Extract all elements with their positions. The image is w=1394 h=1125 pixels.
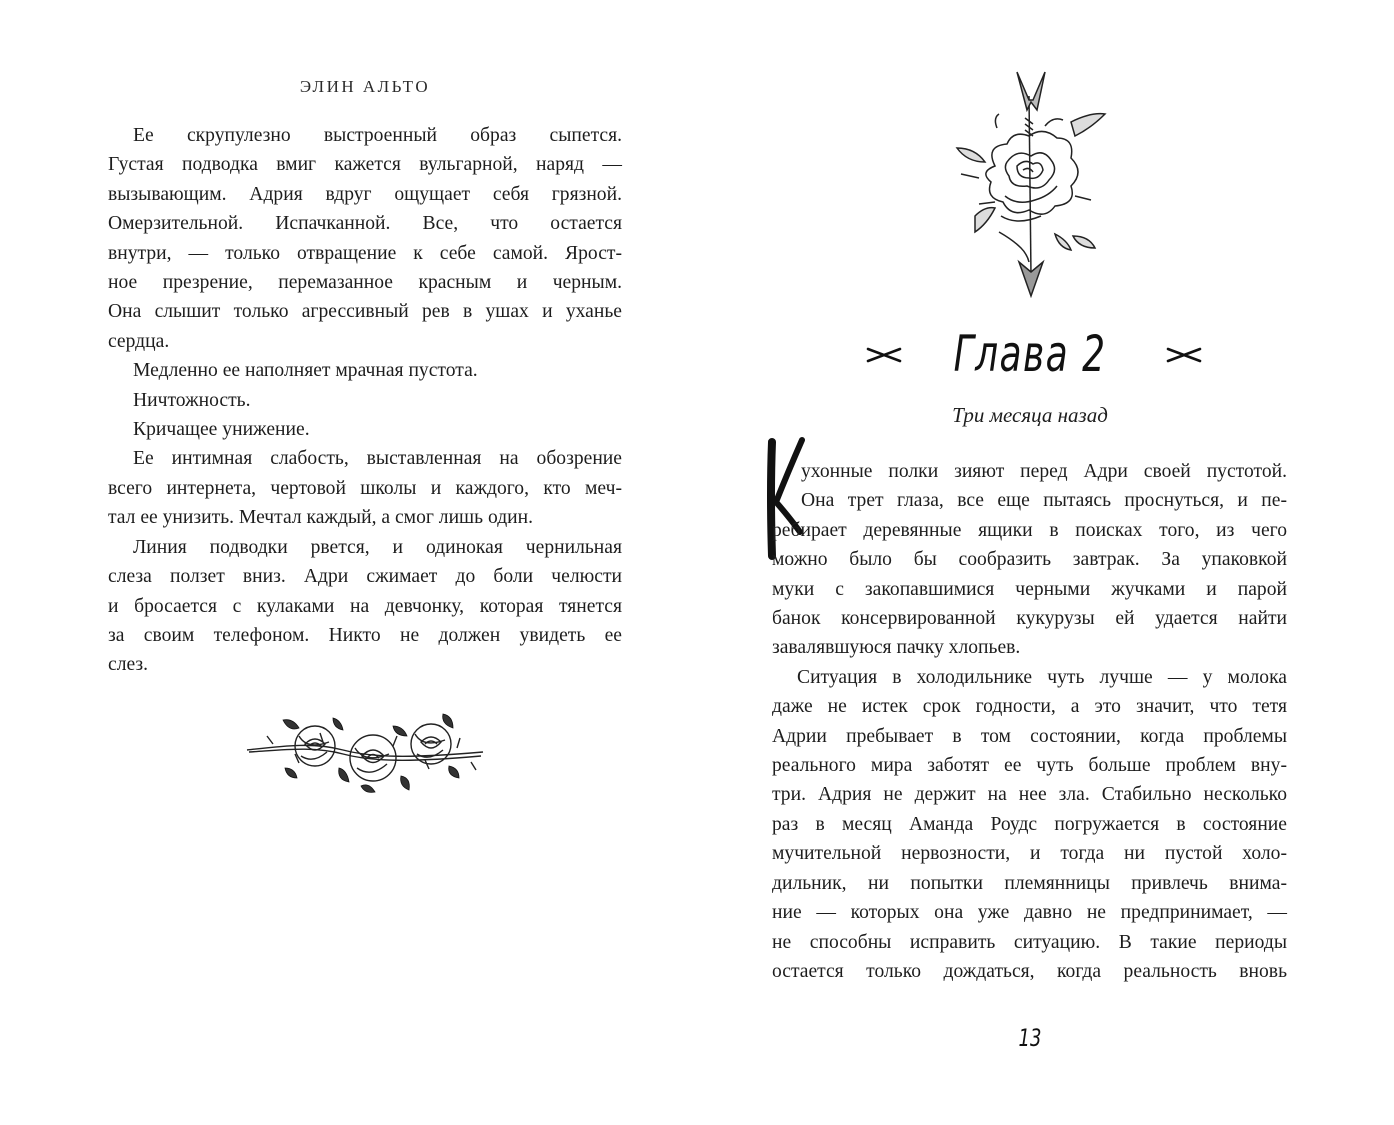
text-line: реального мира заботят ее чуть больше проблем вну- — [772, 755, 1287, 777]
cross-ornament-left-icon — [866, 346, 902, 364]
chapter-subtitle: Три месяца назад — [952, 403, 1108, 427]
text-line: слеза ползет вниз. Адри сжимает до боли челюсти — [108, 566, 622, 588]
rose-with-arrow-illustration-icon — [945, 66, 1115, 298]
text-line: всего интернета, чертовой школы и каждого, кто меч- — [108, 477, 622, 499]
running-head-author: ЭЛИН АЛЬТО — [299, 77, 431, 96]
text-line: Ситуация в холодильнике чуть лучше — у молока — [797, 666, 1287, 688]
text-line: ное презрение, перемазанное красным и черным. — [108, 272, 622, 294]
text-line: три. Адрия не держит на нее зла. Стабильно несколько — [772, 784, 1287, 806]
svg-text:К: К — [764, 432, 765, 433]
text-line: ние — которых она уже давно не предпринимает, — — [772, 902, 1287, 924]
text-line: Ничтожность. — [133, 389, 251, 411]
text-line: дильник, ни попытки племянницы привлечь внима- — [772, 872, 1287, 894]
text-line: тал ее унизить. Мечтал каждый, а смог лишь один. — [108, 507, 534, 529]
text-line: не способны исправить ситуацию. В такие периоды — [772, 931, 1287, 953]
right-page — [697, 0, 1394, 1125]
text-line: Ее интимная слабость, выставленная на обозрение — [133, 448, 622, 470]
text-line: завалявшуюся пачку хлопьев. — [772, 637, 1021, 659]
text-line: Она слышит только агрессивный рев в ушах и уханье — [108, 301, 622, 323]
cross-ornament-right-icon — [1166, 346, 1202, 364]
text-line: сердца. — [108, 330, 170, 352]
text-line: Она трет глаза, все еще пытаясь проснуться, и пе- — [801, 490, 1287, 512]
text-line: ребирает деревянные ящики в поисках того, из чего — [772, 519, 1287, 541]
text-line: Медленно ее наполняет мрачная пустота. — [133, 360, 478, 382]
text-line: ухонные полки зияют перед Адри своей пустотой. — [801, 461, 1287, 482]
text-line: слез. — [108, 654, 149, 676]
text-line: банок консервированной кукурузы ей удается найти — [772, 608, 1287, 630]
text-line: Кричащее унижение. — [133, 419, 310, 441]
left-page-body-text — [108, 121, 622, 680]
text-line: за своим телефоном. Никто не должен увидеть ее — [108, 624, 622, 646]
chapter-title: Глава 2 — [953, 325, 1107, 383]
text-line: раз в месяц Аманда Роудс погружается в состояние — [772, 813, 1287, 835]
text-line: Линия подводки рвется, и одинокая чернильная — [133, 536, 622, 558]
text-line: Ее скрупулезно выстроенный образ сыпется. — [133, 125, 622, 146]
text-line: остается только дождаться, когда реальность вновь — [772, 960, 1287, 982]
text-line: можно было бы сообразить завтрак. За упаковкой — [772, 549, 1287, 571]
text-line: даже не истек срок годности, а это значит, что тетя — [772, 696, 1287, 718]
text-line: Омерзительной. Испачканной. Все, что остается — [108, 213, 622, 235]
text-line: Густая подводка вмиг кажется вульгарной, наряд — — [108, 154, 622, 176]
text-line: Адрии пребывает в том состоянии, когда проблемы — [772, 725, 1287, 747]
right-page-body-text — [772, 457, 1287, 986]
text-line: внутри, — только отвращение к себе самой. Ярост- — [108, 242, 622, 264]
page-number: 13 — [1018, 1024, 1042, 1052]
text-line: вызывающим. Адрия вдруг ощущает себя грязной. — [108, 183, 622, 205]
text-line: и бросается с кулаками на девчонку, которая тянется — [108, 595, 622, 617]
text-line: муки с закопавшимися черными жучками и парой — [772, 578, 1287, 600]
text-line: мучительной нервозности, и тогда ни пустой холо- — [772, 843, 1287, 865]
rose-vine-ornament-icon — [243, 706, 487, 794]
